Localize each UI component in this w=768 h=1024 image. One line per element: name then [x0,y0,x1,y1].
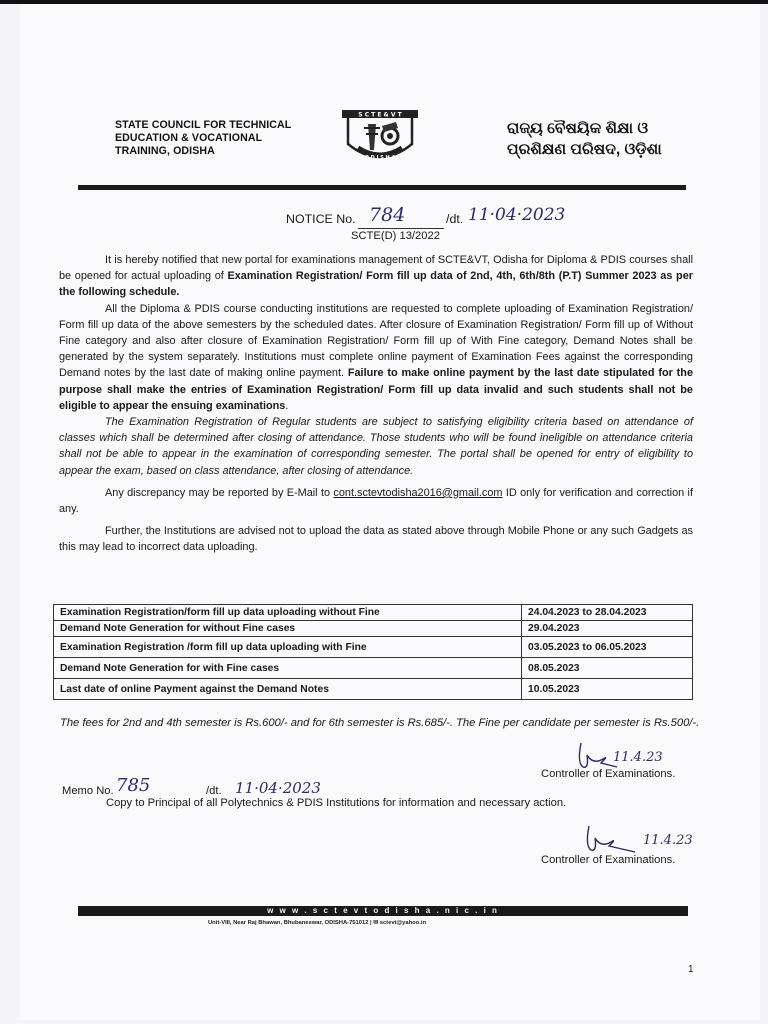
footer-website-bar: w w w . s c t e v t o d i s h a . n i c . i n [78,906,688,916]
memo-label: Memo No. [62,785,114,797]
table-row [54,621,693,637]
notice-number: 784 [369,204,406,226]
svg-text:O D I S H A: O D I S H A [364,155,396,161]
notice-reference: SCTE(D) 13/2022 [351,230,440,242]
table-row [54,679,693,700]
schedule-dates: 03.05.2023 to 06.05.2023 [522,637,693,658]
table-row [54,605,693,621]
notice-body [59,252,693,556]
notice-number-underline [358,228,444,229]
schedule-activity: Examination Registration/form fill up data uploading without Fine [54,605,522,621]
svg-text:11.4.23: 11.4.23 [643,833,693,848]
paragraph-advisory: Further, the Institutions are advised not to upload the data as stated above through Mobile Phone or any such Gadgets as this may lead to incorrect data uploading. [59,525,693,554]
schedule-dates: 08.05.2023 [522,658,693,679]
notice-date: 11·04·2023 [468,205,566,225]
schedule-activity: Demand Note Generation for without Fine cases [54,621,522,637]
footer-address: Unit-VIII, Near Raj Bhawan, Bhubaneswar, ODISHA-751012 | ✉ sctevt@yahoo.in [208,920,426,926]
paragraph-eligibility: The Examination Registration of Regular students are subject to satisfying eligibility criteria based on attendance of classes which shall be determined after closing of attendance. Those students who will be found ineligible on attendance criteria shall not be able to appear in the examination of corresponding semester. The portal shall be opened for entry of eligibility to appear the exam, based on class attendance, after closing of attendance. [59,416,693,477]
organization-name-english: STATE COUNCIL FOR TECHNICAL EDUCATION & VOCATIONAL TRAINING, ODISHA [115,119,292,157]
memo-date-label: /dt. [206,785,222,797]
paragraph-instructions: All the Diploma & PDIS course conducting institutions are requested to complete uploading of Examination Registration/ Form fill up data of the above semesters by the scheduled dates. After closure of Examination Registration/ Form fill up of Without Fine category and also after closure of Examination Registration/ Form fill up of With Fine category, Demand Notes shall be generated by the system separately. Institutions must complete online payment of Examination Fees against the corresponding Demand notes by the last date of making online payment. Failure to make online payment by the last date stipulated for the purpose shall make the entries of Examination Registration/ Form fill up data invalid and such students shall not be eligible to appear the ensuing examinations. [59,302,694,412]
memo-copy-to: Copy to Principal of all Polytechnics & PDIS Institutions for information and necessary action. [106,797,567,809]
controller-title-1: Controller of Examinations. [541,768,676,780]
svg-text:11.4.23: 11.4.23 [613,750,663,765]
table-row [54,637,693,658]
page-number: 1 [688,964,694,975]
council-emblem-logo [338,104,422,168]
table-row [54,658,693,679]
schedule-dates: 29.04.2023 [522,621,693,637]
paragraph-discrepancy: Any discrepancy may be reported by E-Mail to cont.sctevtodisha2016@gmail.com ID only for verification and correction if any. [59,486,694,516]
controller-title-2: Controller of Examinations. [541,854,676,866]
schedule-activity: Demand Note Generation for with Fine cases [54,658,522,679]
schedule-table [53,604,693,700]
organization-name-odia: ରାଜ୍ୟ ବୈଷୟିକ ଶିକ୍ଷା ଓ ପ୍ରଶିକ୍ଷଣ ପରିଷଦ, ଓଡ଼ିଶା [507,120,662,158]
schedule-activity: Examination Registration /form fill up data uploading with Fine [54,637,522,658]
svg-text:S C T E & V T: S C T E & V T [358,111,402,119]
contact-email-link[interactable]: cont.sctevtodisha2016@gmail.com [333,486,503,499]
schedule-activity: Last date of online Payment against the Demand Notes [54,679,522,700]
header-divider [78,185,686,190]
schedule-dates: 10.05.2023 [522,679,693,700]
memo-number: 785 [116,775,151,796]
memo-date: 11·04·2023 [235,779,321,797]
notice-label: NOTICE No. [286,212,356,226]
notice-date-label: /dt. [446,212,464,226]
schedule-dates: 24.04.2023 to 28.04.2023 [522,605,693,621]
paragraph-portal: It is hereby notified that new portal for examinations management of SCTE&VT, Odisha for Diploma & PDIS courses shall be opened for actual uploading of Examination Registration/ Form fill up data of 2nd, 4th, 6th/8th (P.T) Summer 2023 as per the following schedule. [59,254,693,299]
fees-note: The fees for 2nd and 4th semester is Rs.600/- and for 6th semester is Rs.685/-. The Fine per candidate per semester is Rs.500/-. [60,717,700,729]
